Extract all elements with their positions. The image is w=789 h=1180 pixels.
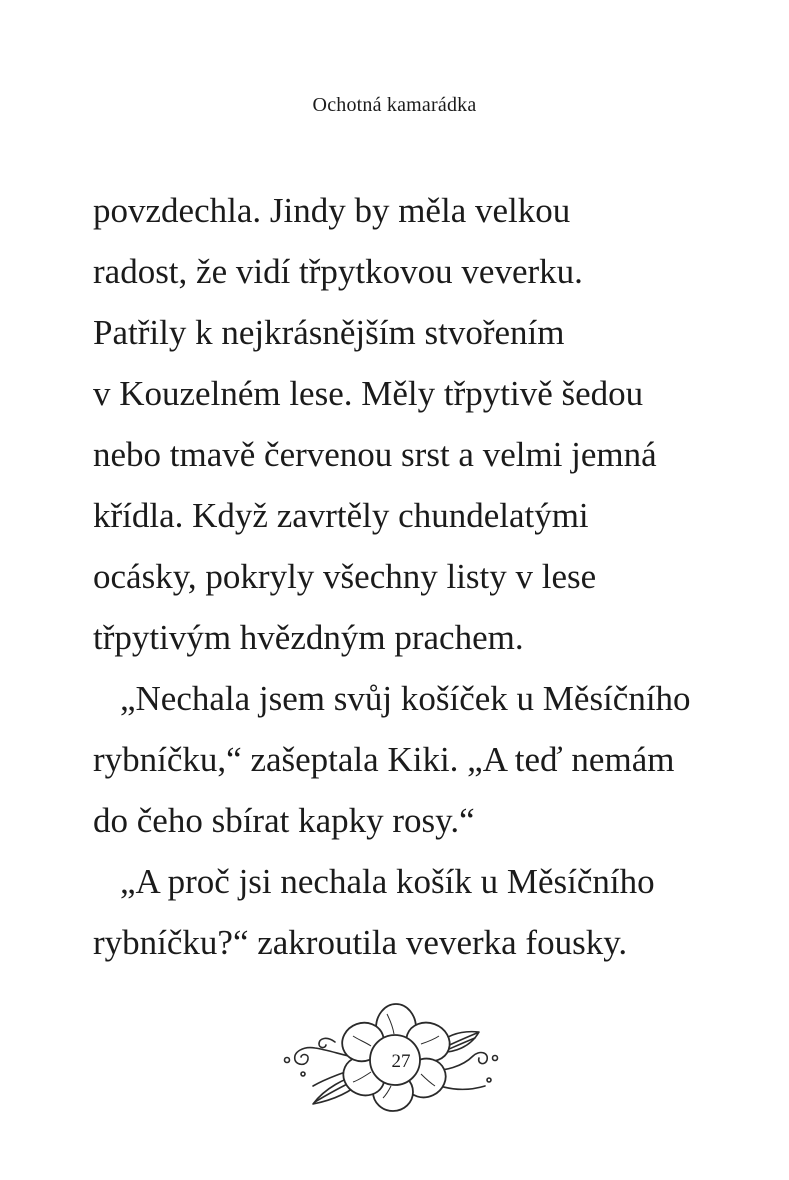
text-line: radost, že vidí třpytkovou veverku.	[93, 252, 583, 291]
text-line: rybníčku,“ zašeptala Kiki. „A teď nemám	[93, 740, 675, 779]
text-line: „Nechala jsem svůj košíček u Měsíčního	[120, 679, 691, 718]
text-line: povzdechla. Jindy by měla velkou	[93, 191, 571, 230]
text-line: do čeho sbírat kapky rosy.“	[93, 801, 475, 840]
text-line: nebo tmavě červenou srst a velmi jemná	[93, 435, 657, 474]
body-text	[93, 180, 713, 973]
text-line: Patřily k nejkrásnějším stvořením	[93, 313, 565, 352]
running-head: Ochotná kamarádka	[312, 94, 477, 116]
page-number: 27	[391, 1051, 411, 1072]
text-line: třpytivým hvězdným prachem.	[93, 618, 524, 657]
text-line: v Kouzelném lese. Měly třpytivě šedou	[93, 374, 644, 413]
text-line: křídla. Když zavrtěly chundelatými	[93, 496, 589, 535]
text-line: ocásky, pokryly všechny listy v lese	[93, 557, 597, 596]
text-line: „A proč jsi nechala košík u Měsíčního	[120, 862, 655, 901]
text-line: rybníčku?“ zakroutila veverka fousky.	[93, 923, 628, 962]
